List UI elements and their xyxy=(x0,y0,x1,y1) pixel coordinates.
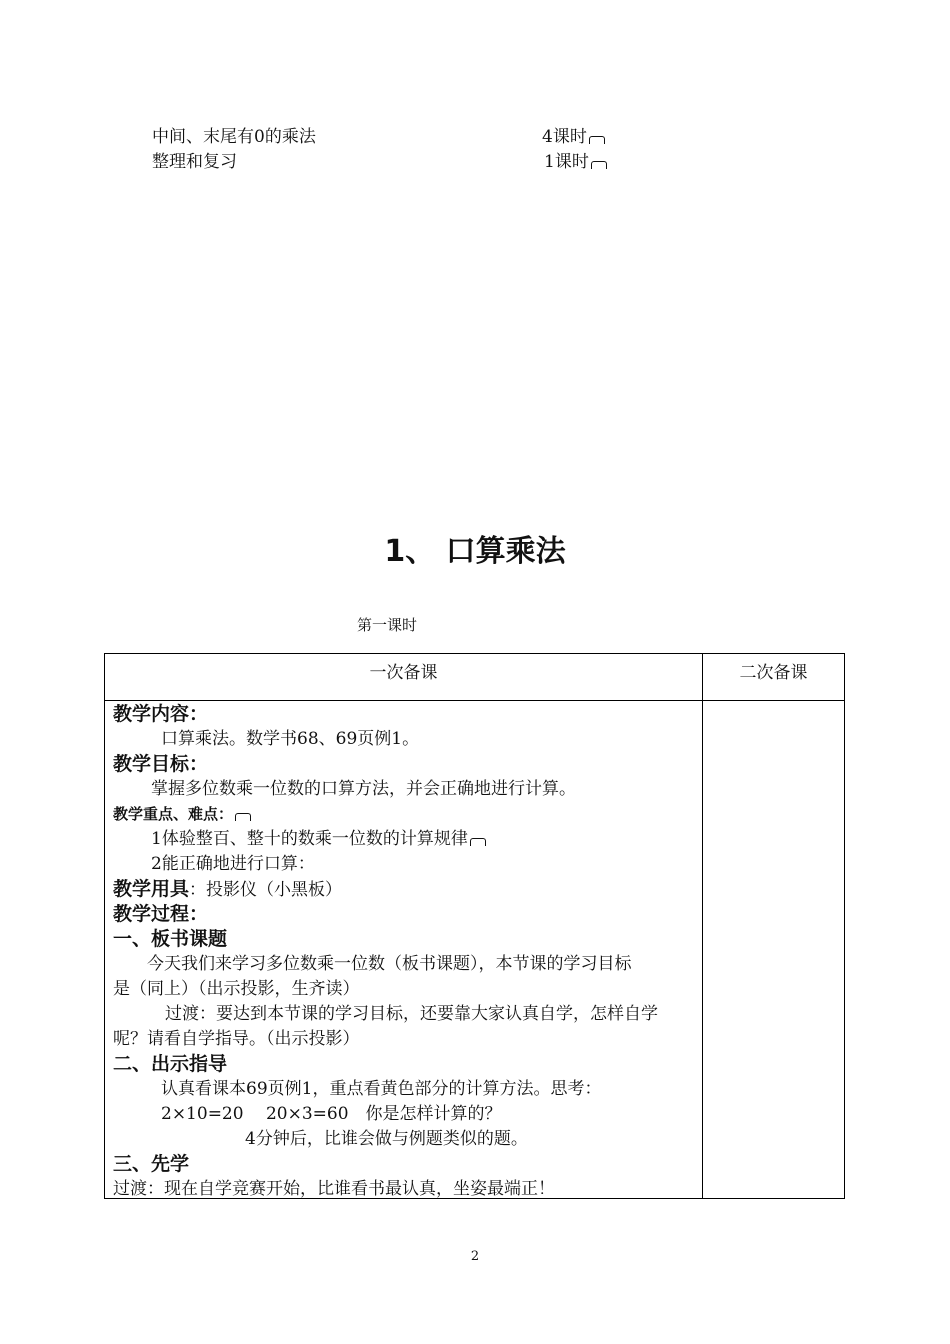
lesson-content: 教学内容： 口算乘法。数学书68、69页例1。 教学目标： 掌握多位数乘一位数的口算方法，并会正确地进行计算。 教学重点、难点： 1体验整百、整十的数乘一位数的计算规律 2能正确地进行口算： 教学用具：投影仪（小黑板） 教学过程： 一、板书课题 今天我们来学习多位数乘一位数（板书课题），本节课的学习目标 是（同上）（出示投影，生齐读） 过渡：要达到本节课的学习目标，还要靠大家认真自学，怎样自学 呢？请看自学指导。（出示投影） 二、出示指导 认真看课本69页例1，重点看黄色部分的计算方法。思考： 2×10=20 20×3=60 你是怎样计算的？ 4分钟后，比谁会做与例题类似的题。 三、先学 过渡：现在自学竞赛开始，比谁看书最认真，坐姿最端正！ xyxy=(113,702,698,1202)
tools-text: 投影仪（小黑板） xyxy=(206,880,343,900)
teaching-content: 口算乘法。数学书68、69页例1。 xyxy=(161,729,420,749)
lesson-subtitle: 第一课时 xyxy=(357,616,418,634)
paragraph-mark-icon xyxy=(470,838,486,846)
paragraph-mark-icon xyxy=(591,161,607,169)
paragraph-mark-icon xyxy=(235,813,251,821)
step1-paragraph-line: 今天我们来学习多位数乘一位数（板书课题），本节课的学习目标 xyxy=(147,954,632,974)
step3-line: 过渡：现在自学竞赛开始，比谁看书最认真，坐姿最端正！ xyxy=(113,1179,555,1199)
page-number: 2 xyxy=(470,1249,480,1264)
focus-item-1: 1体验整百、整十的数乘一位数的计算规律 xyxy=(151,829,468,849)
step2-line: 认真看课本69页例1，重点看黄色部分的计算方法。思考： xyxy=(161,1079,602,1099)
step2-line: 4分钟后，比谁会做与例题类似的题。 xyxy=(245,1129,528,1149)
first-prep-header: 一次备课 xyxy=(369,663,438,683)
tools-label: 教学用具 xyxy=(113,878,190,900)
focus-item-2: 2能正确地进行口算 xyxy=(151,854,298,874)
toc-row xyxy=(152,151,589,173)
toc-item-name: 整理和复习 xyxy=(152,152,237,172)
header-divider xyxy=(105,700,844,701)
toc-row xyxy=(152,126,587,148)
step1-title: 一、板书课题 xyxy=(113,928,228,950)
column-divider xyxy=(702,654,703,1198)
step2-line: 2×10=20 20×3=60 你是怎样计算的？ xyxy=(161,1104,502,1124)
toc-item-name: 中间、末尾有0的乘法 xyxy=(152,127,316,147)
toc-item-hours: 1课时 xyxy=(544,151,607,173)
step3-title: 三、先学 xyxy=(113,1153,190,1175)
teaching-content-label: 教学内容 xyxy=(113,703,190,725)
goal-text: 掌握多位数乘一位数的口算方法，并会正确地进行计算。 xyxy=(151,779,576,799)
step1-paragraph-line: 过渡：要达到本节课的学习目标，还要靠大家认真自学，怎样自学 xyxy=(165,1004,658,1024)
step2-title: 二、出示指导 xyxy=(113,1053,228,1075)
lesson-plan-table xyxy=(104,653,845,1199)
step1-paragraph-line: 是（同上）（出示投影，生齐读） xyxy=(113,979,360,999)
process-label: 教学过程 xyxy=(113,903,190,925)
step1-paragraph-line: 呢？请看自学指导。（出示投影） xyxy=(113,1029,360,1049)
focus-label: 教学重点、难点 xyxy=(113,805,219,823)
goal-label: 教学目标 xyxy=(113,753,190,775)
paragraph-mark-icon xyxy=(589,136,605,144)
second-prep-header: 二次备课 xyxy=(739,663,808,683)
page-title: 1、 口算乘法 xyxy=(384,534,566,569)
toc-item-hours: 4课时 xyxy=(542,126,605,148)
